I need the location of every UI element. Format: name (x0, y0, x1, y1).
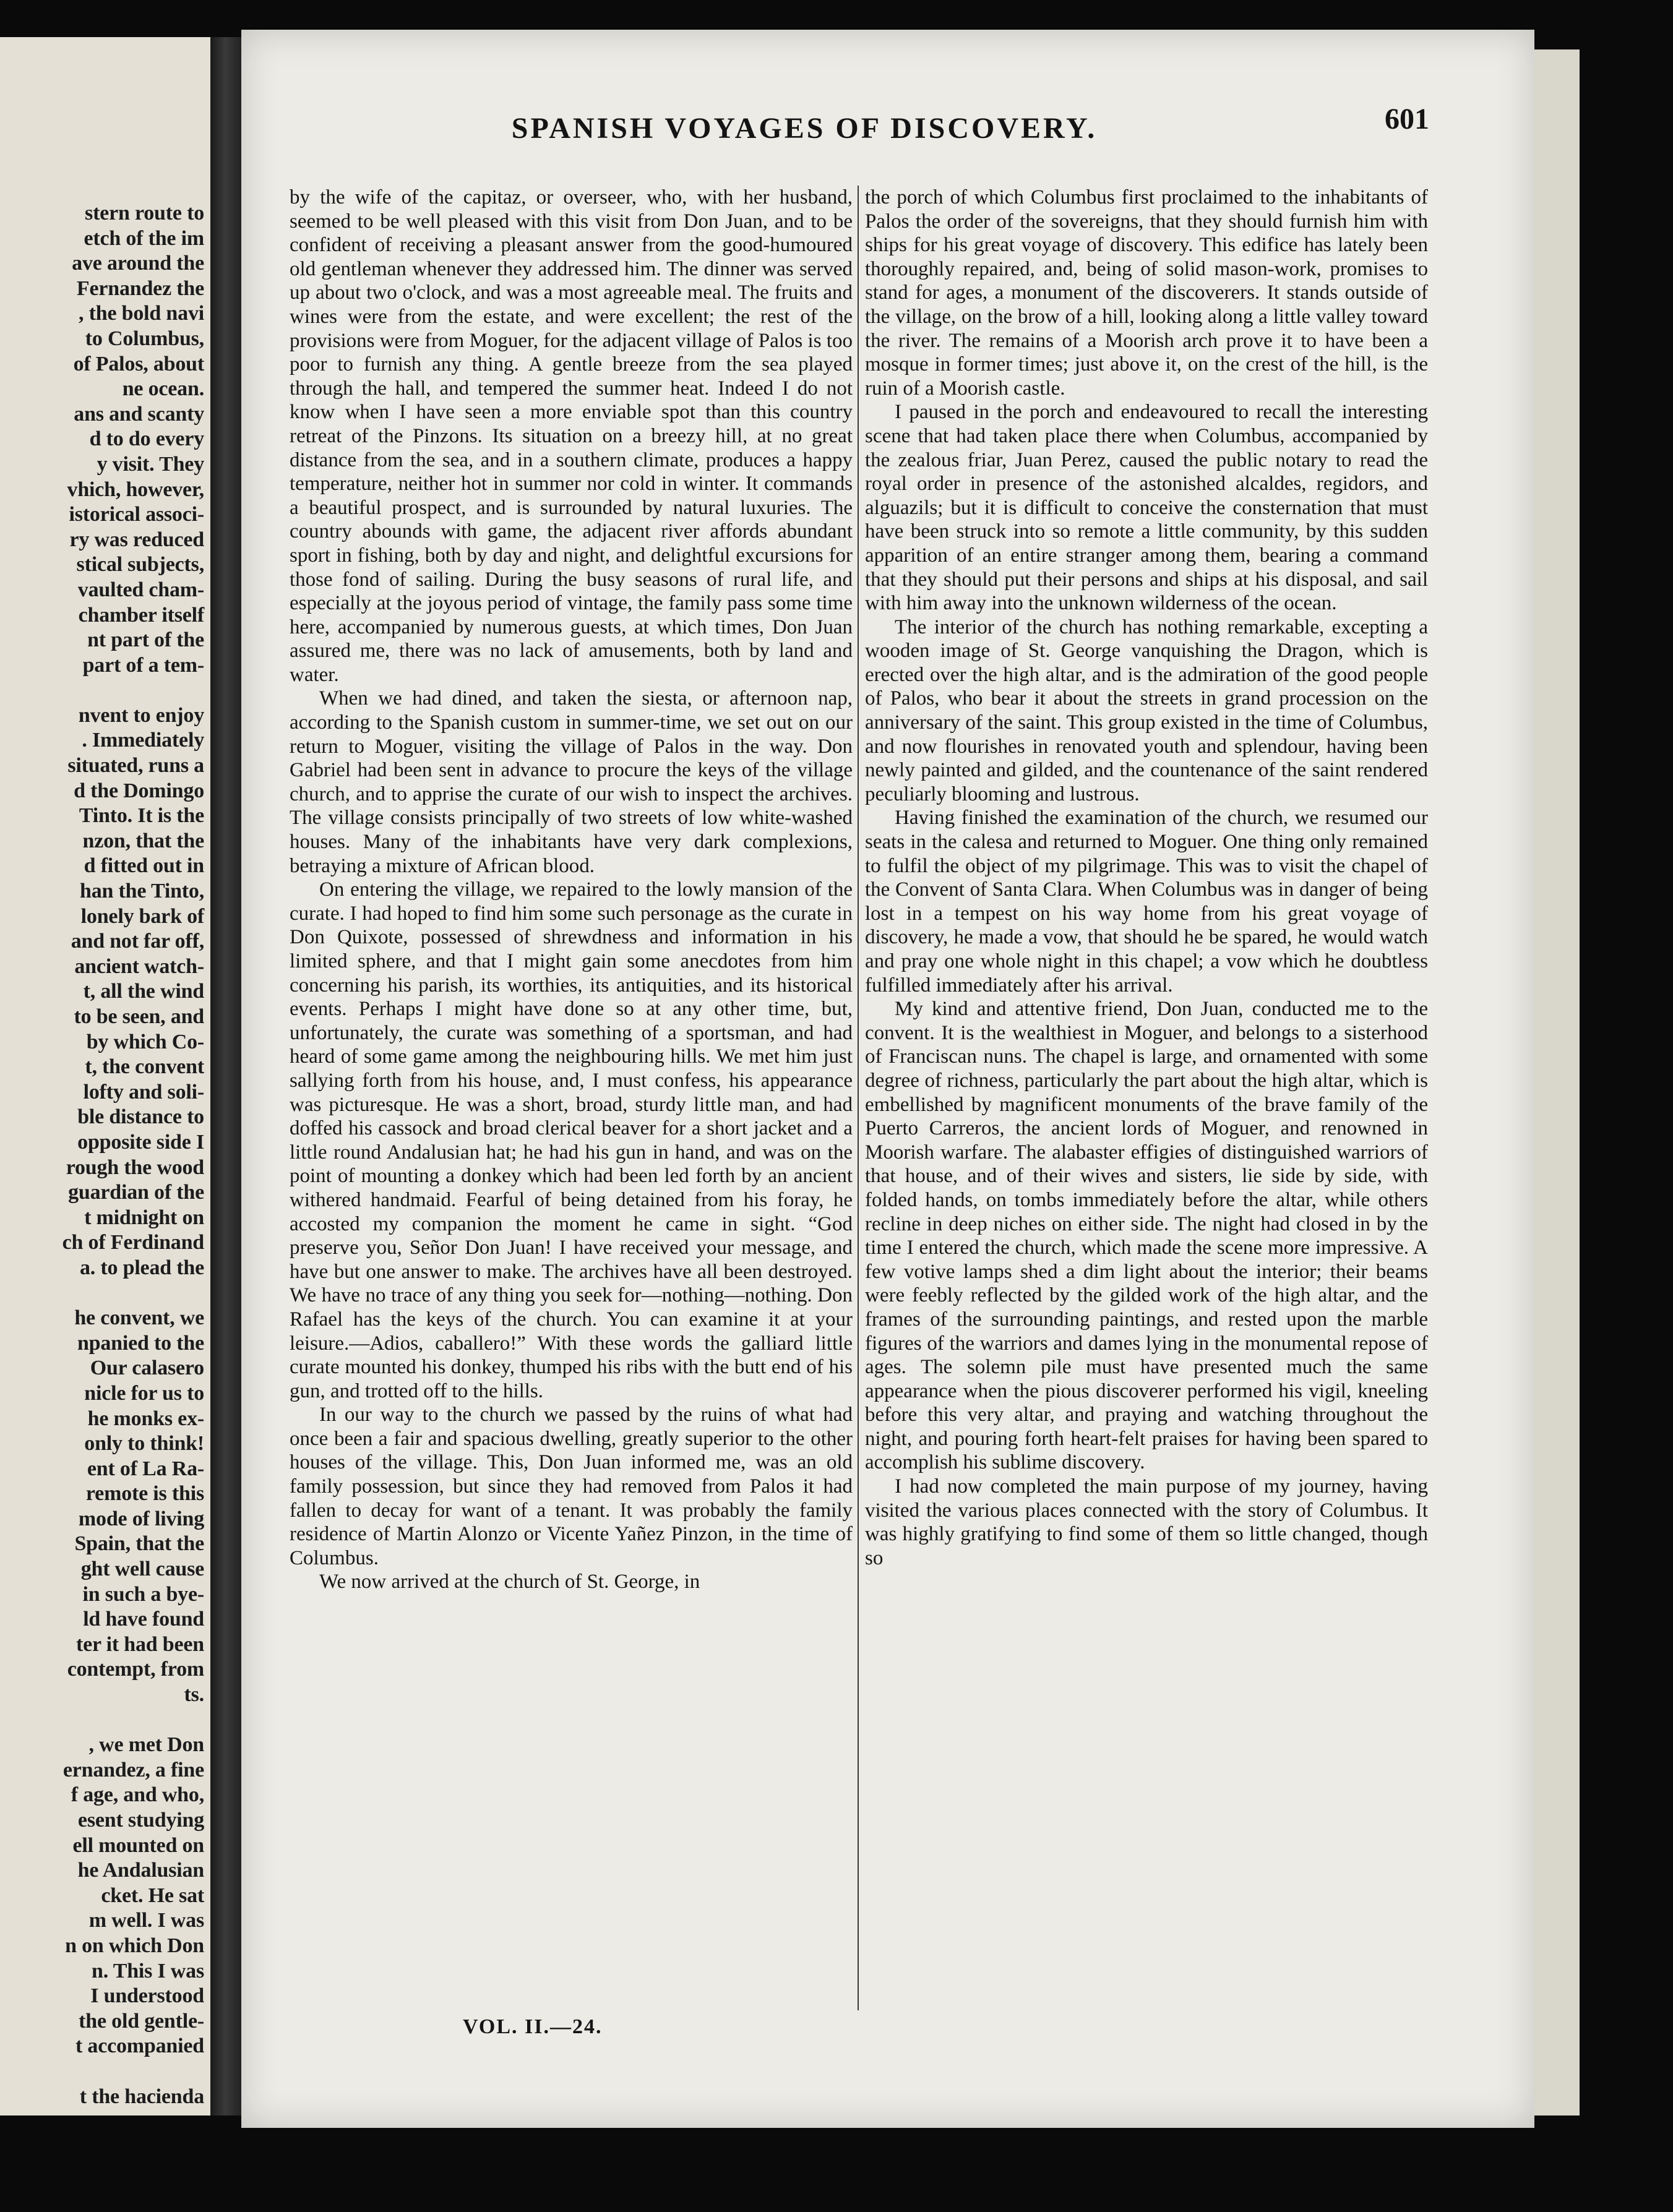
facing-page-line: vhich, however, (67, 478, 204, 501)
facing-page-line: n on which Don (65, 1934, 204, 1957)
facing-page-line: Spain, that the (74, 1532, 204, 1556)
facing-page-line (0, 678, 204, 703)
facing-page-line: t the hacienda (79, 2085, 204, 2108)
paragraph: The interior of the church has nothing remarkable, excepting a wooden image of St. George vanquishing the Dragon, which is erected over the high altar, and is the admiration of the good people of Palos, who bear it about the streets in grand procession on the anniversary of the saint. This group existed in the time of Columbus, and now flourishes in renovated youth and splendour, having been newly painted and gilded, and the countenance of the saint rendered peculiarly blooming and lustrous. (865, 615, 1428, 805)
facing-page-line: by which Co- (86, 1030, 204, 1053)
paragraph: I paused in the porch and endeavoured to recall the interesting scene that had taken place there when Columbus, accompanied by the zealous friar, Juan Perez, caused the public notary to read the royal order in presence of the astonished alcaldes, regidors, and alguazils; but it is difficult to conceive the consternation that must have been struck into so remote a little community, by this sudden apparition of an entire stranger among them, bearing a command that they should put their persons and ships at his disposal, and sail with him away into the unknown wilderness of the ocean. (865, 401, 1428, 615)
facing-page-text (0, 201, 204, 2109)
paragraph: the porch of which Columbus first proclaimed to the inhabitants of Palos the order of the sovereigns, that they should furnish him with ships for his great voyage of discovery. This edifice has lately been thoroughly repaired, and, being of solid mason-work, promises to stand for ages, a monument of the discoverers. It stands outside of the village, on the brow of a hill, looking along a little valley toward the river. The remains of a Moorish arch prove it to have been a mosque in former times; just above it, on the crest of the hill, is the ruin of a Moorish castle. (865, 186, 1428, 400)
facing-page-line: t midnight on (84, 1206, 204, 1229)
column-right (865, 186, 1428, 1570)
facing-page-line: I understood (90, 1984, 204, 2008)
facing-page-line: d fitted out in (84, 854, 204, 878)
facing-page-line (0, 1281, 204, 1306)
page-edge (1528, 49, 1580, 2116)
facing-page-line: lofty and soli- (83, 1080, 204, 1104)
facing-page-line: cket. He sat (101, 1884, 204, 1907)
facing-page-line: ave around the (72, 252, 204, 275)
facing-page-line: y visit. They (97, 452, 204, 476)
facing-page-line: opposite side I (77, 1130, 204, 1154)
facing-page-line: mode of living (78, 1507, 204, 1530)
facing-page-line: nicle for us to (84, 1381, 204, 1405)
facing-page-line (0, 1708, 204, 1733)
facing-page-line: ry was reduced (69, 528, 204, 551)
facing-page-line: d to do every (89, 427, 204, 451)
facing-page-line: t, the convent (85, 1055, 204, 1079)
column-divider (858, 186, 859, 2010)
facing-page-line: t accompanied (75, 2034, 204, 2058)
facing-page-line: esent studying (77, 1809, 204, 1832)
facing-page-line: m well. I was (88, 1909, 204, 1932)
facing-page-line: only to think! (84, 1432, 204, 1455)
facing-page-line: Fernandez the (76, 276, 204, 300)
facing-page-line: etch of the im (84, 226, 204, 250)
facing-page-line: ne ocean. (122, 377, 204, 401)
facing-page-line: ter it had been (76, 1632, 204, 1656)
facing-page-line: lonely bark of (80, 904, 204, 928)
facing-page-line: and not far off, (71, 930, 204, 953)
signature-mark: VOL. II.—24. (463, 2015, 603, 2038)
facing-page-line: vaulted cham- (77, 578, 204, 601)
running-head: SPANISH VOYAGES OF DISCOVERY. (511, 112, 1098, 145)
paragraph: We now arrived at the church of St. George, in (319, 1571, 700, 1593)
facing-page-line: han the Tinto, (80, 880, 204, 903)
facing-page-line: ght well cause (80, 1558, 204, 1581)
facing-page-line: f age, and who, (71, 1783, 204, 1807)
paragraph: by the wife of the capitaz, or overseer, who, with her husband, seemed to be well pleased with this visit from Don Juan, and to be confident of receiving a pleasant answer from the good-humoured old gentleman whenever they addressed him. The dinner was served up about two o'clock, and was a most agreeable meal. The fruits and wines were from the estate, and were excellent; the rest of the provisions were from Moguer, for the adjacent village of Palos is too poor to furnish any thing. A gentle breeze from the sea played through the hall, and tempered the summer heat. Indeed I do not know when I have seen a more enviable spot than this country retreat of the Pinzons. Its situation on a breezy hill, at no great distance from the sea, and in a southern climate, produces a happy temperature, neither hot in summer nor cold in winter. It commands a beautiful prospect, and is surrounded by natural luxuries. The country abounds with game, the adjacent river affords abundant sport in fishing, both by day and night, and delightful excursions for those fond of sailing. During the busy seasons of rural life, and especially at the joyous period of vintage, the family pass some time here, accompanied by numerous guests, at which times, Don Juan assured me, there was no lack of amusements, both by land and water. (290, 186, 853, 686)
facing-page-line: guardian of the (68, 1181, 204, 1204)
column-left (290, 186, 853, 1594)
facing-page-line: ell mounted on (72, 1833, 204, 1857)
facing-page-line: ts. (184, 1683, 204, 1707)
facing-page-line: ent of La Ra- (87, 1457, 204, 1480)
facing-page-line: he monks ex- (87, 1407, 204, 1430)
facing-page-line: ans and scanty (74, 402, 204, 426)
facing-page (0, 37, 212, 2116)
facing-page-line: Tinto. It is the (79, 804, 204, 828)
paragraph: When we had dined, and taken the siesta, or afternoon nap, according to the Spanish custom in summer-time, we set out on our return to Moguer, visiting the village of Palos in the way. Don Gabriel had been sent in advance to procure the keys of the village church, and to apprise the curate of our wish to inspect the archives. The village consists principally of two streets of low white-washed houses. Many of the inhabitants have very dark complexions, betraying a mixture of African blood. (290, 687, 853, 877)
facing-page-line: . Immediately (82, 729, 204, 752)
facing-page-line: n. This I was (92, 1959, 204, 1983)
facing-page-line: ernandez, a fine (62, 1758, 204, 1781)
paragraph: Having finished the examination of the church, we resumed our seats in the calesa and returned to Moguer. One thing only remained to fulfil the object of my pilgrimage. This was to visit the chapel of the Convent of Santa Clara. When Columbus was in danger of being lost in a tempest on his way home from his great voyage of discovery, he made a vow, that should he be spared, he would watch and pray one whole night in this chapel; a vow which he doubtless fulfilled immediately after his arrival. (865, 807, 1428, 997)
paragraph: On entering the village, we repaired to the lowly mansion of the curate. I had hoped to find him some such personage as the curate in Don Quixote, possessed of shrewdness and information in his limited sphere, and that I might gain some anecdotes from him concerning his parish, its worthies, its antiquities, and its historical events. Perhaps I might have done so at any other time, but, unfortunately, the curate was something of a sportsman, and had heard of some game among the neighbouring hills. We met him just sallying forth from his house, and, I must confess, his appearance was picturesque. He was a short, broad, sturdy little man, and had doffed his cassock and broad clerical beaver for a short jacket and a little round Andalusian hat; he had his gun in hand, and was on the point of mounting a donkey which had been led forth by an ancient withered handmaid. Fearful of being detained from his foray, he accosted my companion the moment he came in sight. “God preserve you, Señor Don Juan! I have received your message, and have but one answer to make. The archives have all been destroyed. We have no trace of any thing you seek for—nothing—nothing. Don Rafael has the keys of the church. You can examine it at your leisure.—Adios, caballero!” With these words the galliard little curate mounted his donkey, thumped his ribs with the butt end of his gun, and trotted off to the hills. (290, 878, 853, 1402)
facing-page-line (0, 2059, 204, 2085)
facing-page-line: chamber itself (78, 603, 204, 627)
facing-page-line: he convent, we (74, 1306, 204, 1330)
facing-page-line: ble distance to (77, 1105, 204, 1129)
facing-page-line: stern route to (85, 202, 204, 225)
facing-page-line: stical subjects, (76, 553, 204, 577)
facing-page-line: , we met Don (88, 1733, 204, 1757)
facing-page-line: contempt, from (67, 1658, 204, 1681)
page-number: 601 (1385, 103, 1429, 135)
paragraph: In our way to the church we passed by the ruins of what had once been a fair and spacious dwelling, greatly superior to the other houses of the village. This, Don Juan informed me, was an old family possession, but since they had removed from Palos it had fallen to decay for want of a tenant. It was probably the family residence of Martin Alonzo or Vicente Yañez Pinzon, in the time of Columbus. (290, 1404, 853, 1569)
facing-page-line: part of a tem- (82, 653, 204, 677)
facing-page-line: in such a bye- (82, 1582, 204, 1606)
facing-page-line: rough the wood (66, 1155, 204, 1179)
paragraph: My kind and attentive friend, Don Juan, conducted me to the convent. It is the wealthiest in Moguer, and belongs to a sisterhood of Franciscan nuns. The chapel is large, and ornamented with some degree of richness, particularly the part about the high altar, which is embellished by magnificent monuments of the brave family of the Puerto Carreros, the ancient lords of Moguer, and renowned in Moorish warfare. The alabaster effigies of distinguished warriors of that house, and of their wives and sisters, lie side by side, with folded hands, on tombs immediately before the altar, while others recline in deep niches on either side. The night had closed in by the time I entered the church, which made the scene more impressive. A few votive lamps shed a dim light about the interior; their beams were feebly reflected by the gilded work of the high altar, and the frames of the surrounding paintings, and rested upon the marble figures of the warriors and dames lying in the monumental repose of ages. The solemn pile must have presented much the same appearance when the pious discoverer performed his vigil, kneeling before this very altar, and praying and watching throughout the night, and pouring forth heart-felt praises for having been spared to accomplish his sublime discovery. (865, 998, 1428, 1474)
facing-page-line: , the bold navi (79, 302, 204, 325)
facing-page-line: ch of Ferdinand (62, 1231, 204, 1254)
facing-page-line: nzon, that the (82, 829, 204, 852)
facing-page-line: a. to plead the (79, 1256, 204, 1279)
facing-page-line: remote is this (85, 1482, 204, 1506)
facing-page-line: t, all the wind (83, 980, 204, 1003)
paragraph: I had now completed the main purpose of my journey, having visited the various places connected with the story of Columbus. It was highly gratifying to find some of them so little changed, though so (865, 1475, 1428, 1569)
facing-page-line: ancient watch- (74, 954, 204, 978)
facing-page-line: nvent to enjoy (78, 703, 204, 727)
facing-page-line: nt part of the (87, 628, 204, 652)
facing-page-line: to Columbus, (85, 327, 204, 350)
facing-page-line: d the Domingo (74, 779, 204, 802)
facing-page-line: ld have found (83, 1608, 204, 1631)
facing-page-line: istorical associ- (69, 503, 204, 526)
facing-page-line: the old gentle- (79, 2009, 204, 2033)
facing-page-line: situated, runs a (67, 754, 204, 778)
facing-page-line: he Andalusian (77, 1859, 204, 1882)
facing-page-line: npanied to the (77, 1331, 204, 1355)
facing-page-line: to be seen, and (74, 1005, 204, 1028)
facing-page-line: Our calasero (90, 1357, 204, 1380)
facing-page-line: of Palos, about (73, 352, 204, 375)
